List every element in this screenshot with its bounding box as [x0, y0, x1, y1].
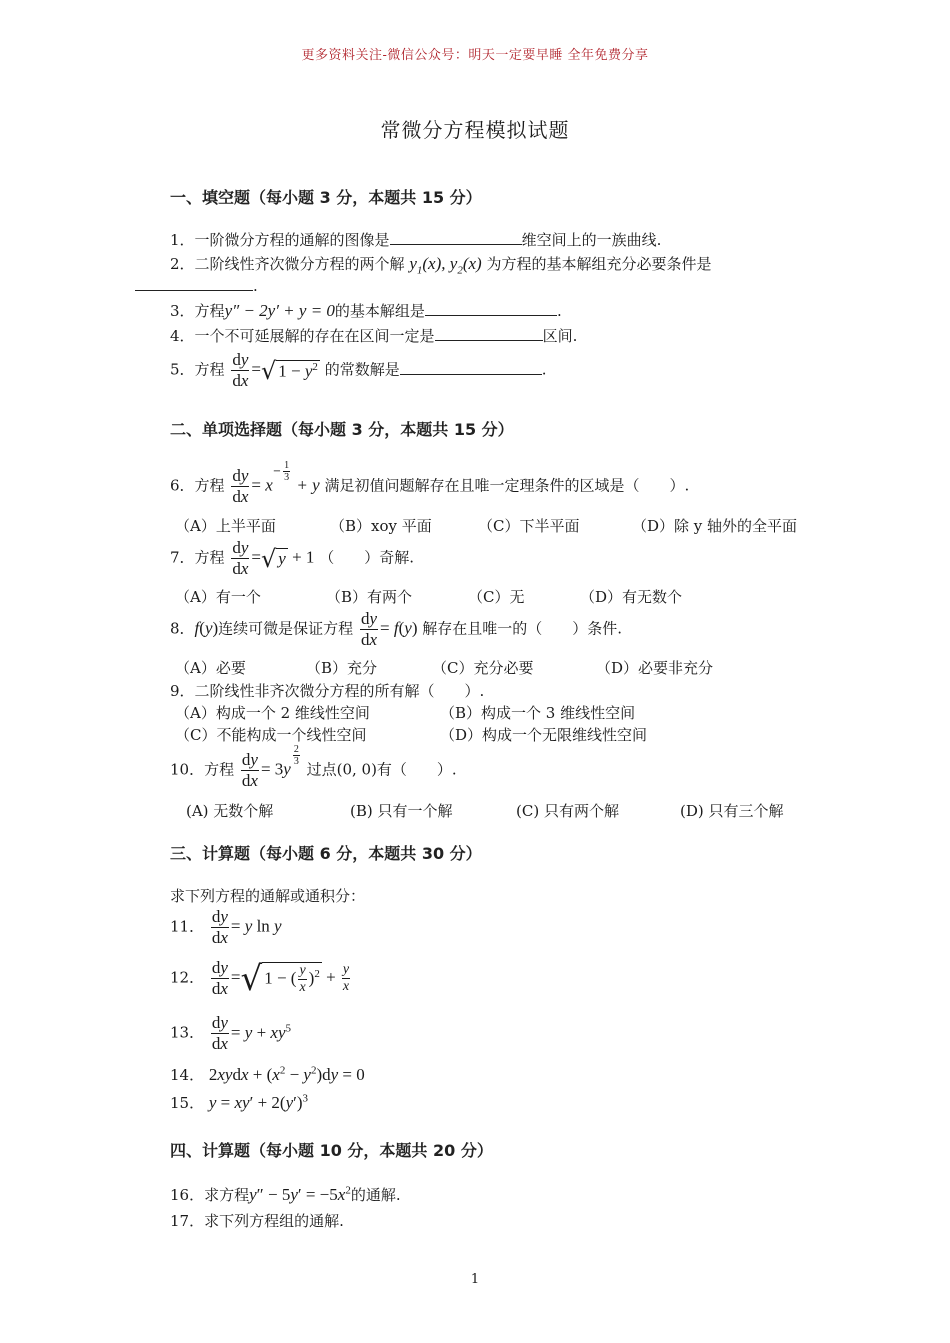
answer-blank[interactable] — [425, 301, 557, 316]
formula: 2xydx + $(x^2 - y^2)dy = 0$ — [208, 1064, 365, 1084]
answer-blank[interactable] — [435, 326, 543, 341]
question-number: 12． — [170, 968, 205, 987]
q9-option-d[interactable]: （D）构成一个无限维线性空间 — [440, 726, 648, 744]
question-number: 16． — [170, 1186, 205, 1204]
question-10: 10．方程 $\frac{dy}{dx}$ = 3y $\frac{2}{3}$ 过点(0, 0)有（ ）. — [170, 744, 457, 790]
question-number: 7． — [170, 548, 195, 567]
q9-option-c[interactable]: （C）不能构成一个线性空间 — [175, 726, 367, 744]
fraction-dy-dx: $\frac{dy}{dx}$ — [360, 609, 378, 649]
exponent: $\frac{2}{3}$ — [293, 744, 299, 767]
page-number: 1 — [470, 1272, 480, 1287]
q8-option-d[interactable]: （D）必要非充分 — [596, 659, 714, 677]
question-number: 4． — [170, 327, 195, 345]
question-number: 15． — [170, 1094, 205, 1112]
page-title: 常微分方程模拟试题 — [380, 118, 570, 142]
question-text: 过点(0, 0)有（ ）. — [306, 760, 457, 779]
question-text: 区间. — [542, 327, 578, 345]
q10-option-b[interactable]: (B) 只有一个解 — [350, 802, 453, 820]
fraction-dy-dx: $\frac{dy}{dx}$ — [241, 750, 258, 790]
sqrt: √ 1 − ( $\frac{y}{x}$ )$^2$ — [240, 958, 320, 999]
top-banner: 更多资料关注-微信公众号：明天一定要早睡 全年免费分享 — [301, 48, 649, 63]
formula: $y'' - 5y' = -5x^2$ — [249, 1184, 351, 1204]
question-text: . — [541, 360, 547, 379]
question-2-continued — [135, 276, 258, 295]
question-text: （ ）奇解. — [319, 548, 414, 567]
q7-option-b[interactable]: （B）有两个 — [326, 588, 413, 606]
question-number: 8． — [170, 619, 195, 638]
question-12: 12． $\frac{dy}{dx}$ =√ 1 − ( $\frac{y}{x}$ )$^2$ + $\frac{y}{x}$ — [170, 958, 350, 999]
question-number: 3． — [170, 302, 195, 320]
question-number: 2． — [170, 255, 195, 273]
question-text: 连续可微是保证方程 — [218, 619, 354, 638]
exponent: − $\frac{1}{3}$ — [272, 460, 290, 483]
question-14 — [170, 1064, 365, 1085]
q10-option-d[interactable]: (D) 只有三个解 — [680, 802, 784, 820]
question-9 — [170, 680, 484, 701]
q6-option-c[interactable]: （C）下半平面 — [478, 517, 580, 535]
q8-option-b[interactable]: （B）充分 — [306, 659, 378, 677]
question-number: 10． — [170, 760, 205, 779]
answer-blank[interactable] — [135, 276, 253, 291]
question-number: 5． — [170, 360, 195, 379]
formula: $y = xy' + 2(y')^3$ — [208, 1092, 309, 1112]
question-17 — [170, 1210, 344, 1231]
formula: $y_1(x)$, $y_2(x)$ — [409, 254, 482, 277]
q7-option-a[interactable]: （A）有一个 — [175, 588, 261, 606]
q6-option-b[interactable]: （B）xoy 平面 — [330, 517, 432, 535]
q8-option-c[interactable]: （C）充分必要 — [432, 659, 534, 677]
question-11: 11． $\frac{dy}{dx}$ = y ln y — [170, 907, 282, 947]
question-text: 二阶线性非齐次微分方程的所有解（ ）. — [194, 682, 485, 700]
q6-option-d[interactable]: （D）除 y 轴外的全平面 — [632, 517, 798, 535]
q9-option-b[interactable]: （B）构成一个 3 维线性空间 — [440, 704, 636, 722]
q7-option-d[interactable]: （D）有无数个 — [580, 588, 683, 606]
question-2 — [170, 253, 711, 276]
fraction-dy-dx: $\frac{dy}{dx}$ — [211, 958, 228, 998]
q7-option-c[interactable]: （C）无 — [468, 588, 525, 606]
question-6: 6．方程 $\frac{dy}{dx}$ = x− $\frac{1}{3}$ + y 满足初值问题解存在且唯一定理条件的区域是（ ）. — [170, 460, 690, 506]
fraction-dy-dx: $\frac{dy}{dx}$ — [232, 350, 249, 390]
question-number: 17． — [170, 1212, 205, 1230]
question-7: 7．方程 $\frac{dy}{dx}$ =√ y + 1 （ ）奇解. — [170, 538, 414, 578]
question-number: 9． — [170, 682, 195, 700]
answer-blank[interactable] — [400, 360, 542, 375]
question-text: 方程 — [194, 360, 225, 379]
q6-option-a[interactable]: （A）上半平面 — [175, 517, 276, 535]
fraction-dy-dx: $\frac{dy}{dx}$ — [211, 907, 228, 947]
question-text: 求方程 — [204, 1186, 250, 1204]
section-heading-3: 三、计算题（每小题 6 分，本题共 30 分） — [170, 844, 482, 863]
fraction-dy-dx: $\frac{dy}{dx}$ — [232, 466, 249, 506]
question-text: 一阶微分方程的通解的图像是 — [194, 231, 390, 249]
question-text: 的通解. — [350, 1186, 401, 1204]
question-4 — [170, 325, 577, 346]
question-text: . — [556, 302, 562, 320]
question-text: 维空间上的一族曲线. — [521, 231, 662, 249]
formula: y″ − 2y′ + y = 0 — [224, 301, 335, 320]
question-number: 1． — [170, 231, 195, 249]
sqrt: √ y — [260, 544, 286, 573]
question-8: 8．f(y)连续可微是保证方程 $\frac{dy}{dx}$ = f(y) 解存在且唯一的（ ）条件. — [170, 609, 623, 649]
q10-option-c[interactable]: (C) 只有两个解 — [516, 802, 619, 820]
fraction-dy-dx: $\frac{dy}{dx}$ — [211, 1013, 228, 1053]
question-15 — [170, 1092, 308, 1113]
question-text: 的常数解是 — [324, 360, 400, 379]
question-text: 方程 — [194, 302, 225, 320]
question-text: 解存在且唯一的（ ）条件. — [422, 619, 623, 638]
question-3 — [170, 300, 562, 321]
question-text: 的基本解组是 — [334, 302, 425, 320]
question-number: 13． — [170, 1023, 205, 1042]
question-text: 一个不可延展解的存在在区间一定是 — [194, 327, 435, 345]
q9-option-a[interactable]: （A）构成一个 2 维线性空间 — [175, 704, 370, 722]
question-text: 满足初值问题解存在且唯一定理条件的区域是（ ）. — [324, 476, 690, 495]
section-heading-4: 四、计算题（每小题 10 分，本题共 20 分） — [170, 1141, 493, 1160]
question-13: 13． $\frac{dy}{dx}$ = $y + xy^5$ — [170, 1013, 291, 1053]
question-number: 11． — [170, 917, 205, 936]
question-5: 5．方程 $\frac{dy}{dx}$ =√ $1 - y^2$ 的常数解是 . — [170, 350, 547, 390]
section-3-instruction: 求下列方程的通解或通积分： — [170, 887, 366, 905]
section-heading-2: 二、单项选择题（每小题 3 分，本题共 15 分） — [170, 420, 514, 439]
question-16 — [170, 1184, 401, 1205]
answer-blank[interactable] — [390, 230, 522, 245]
q10-option-a[interactable]: (A) 无数个解 — [186, 802, 274, 820]
question-text: 为方程的基本解组充分必要条件是 — [486, 255, 712, 273]
formula: f — [194, 618, 200, 638]
question-number: 14． — [170, 1066, 205, 1084]
question-text: 求下列方程组的通解. — [204, 1212, 344, 1230]
sqrt: √ $1 - y^2$ — [260, 356, 318, 385]
question-text: . — [253, 277, 258, 295]
fraction-dy-dx: $\frac{dy}{dx}$ — [232, 538, 249, 578]
question-1 — [170, 229, 661, 250]
q8-option-a[interactable]: （A）必要 — [175, 659, 246, 677]
question-text: 方程 — [194, 476, 225, 495]
question-number: 6． — [170, 476, 195, 495]
question-text: 方程 — [194, 548, 225, 567]
section-heading-1: 一、填空题（每小题 3 分，本题共 15 分） — [170, 188, 482, 207]
question-text: 二阶线性齐次微分方程的两个解 — [194, 255, 405, 273]
question-text: 方程 — [204, 760, 235, 779]
